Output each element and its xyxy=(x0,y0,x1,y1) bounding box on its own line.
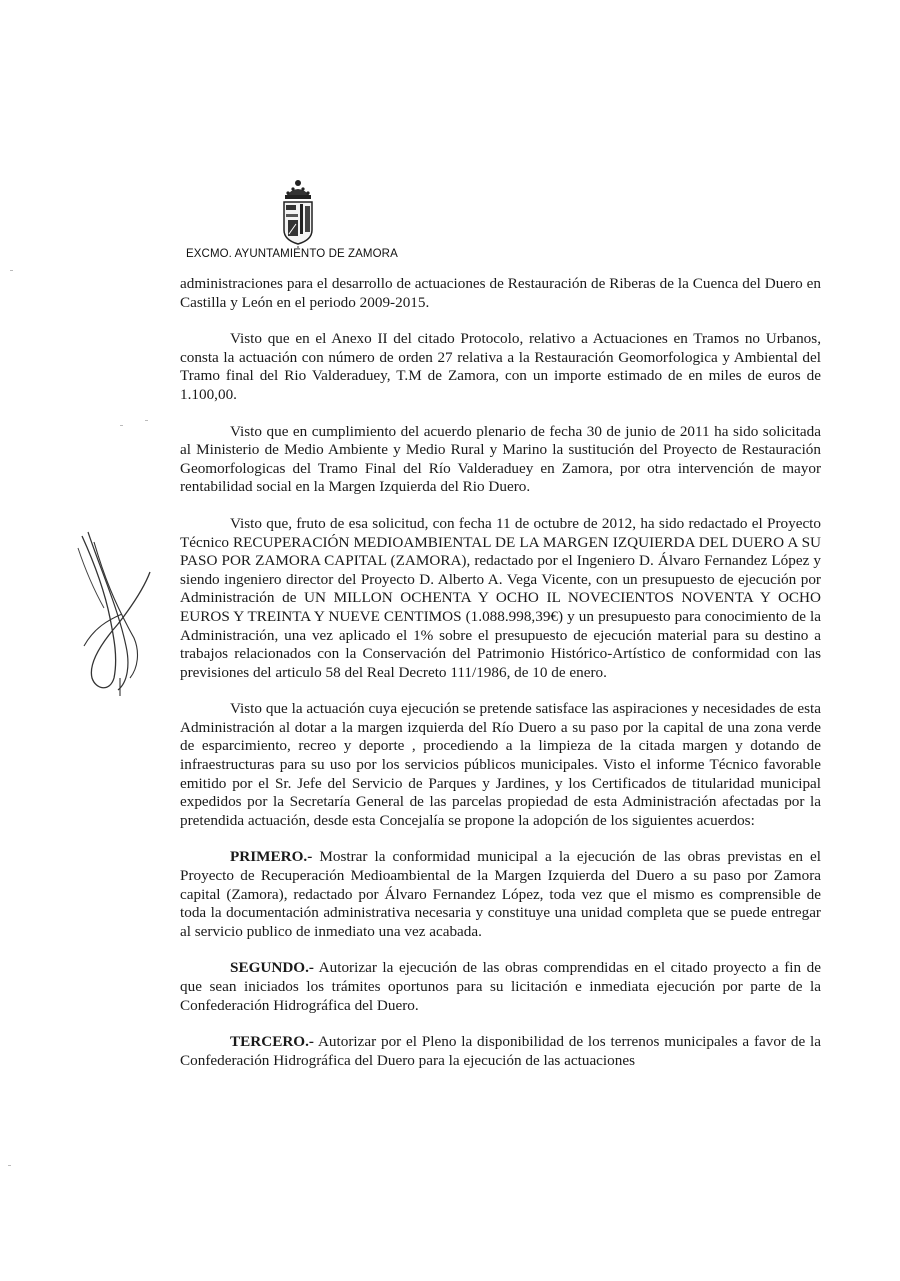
coat-of-arms-icon xyxy=(276,178,320,248)
agreement-segundo xyxy=(180,959,821,1015)
agreement-label: TERCERO.- xyxy=(230,1033,314,1051)
paragraph-annex: Visto que en el Anexo II del citado Protocolo, relativo a Actuaciones en Tramos no Urbanos, consta la actuación con número de orden 27 relativa a la Restauración Geomorfologica y Ambiental del Tramo final del Rio Valderaduey, T.M de Zamora, con un importe estimado de en miles de euros de 1.100,00. xyxy=(180,330,821,403)
paragraph-plenary: Visto que en cumplimiento del acuerdo plenario de fecha 30 de junio de 2011 ha sido solicitada al Ministerio de Medio Ambiente y Medio Rural y Marino la sustitución del Proyecto de Restauración Geomorfologicas del Tramo Final del Río Valderaduey en Zamora, por otra intervención de mayor rentabilidad social en la Margen Izquierda del Rio Duero. xyxy=(180,422,821,496)
agreement-text: Autorizar por el Pleno la disponibilidad de los terrenos municipales a favor de la Confederación Hidrográfica del Duero para la ejecución de las actuaciones xyxy=(180,1033,821,1069)
paragraph-justification: Visto que la actuación cuya ejecución se pretende satisface las aspiraciones y necesidades de esta Administración al dotar a la margen izquierda del Río Duero a su paso por la capital de una zona verde de esparcimiento, recreo y deporte , procediendo a la limpieza de la citada margen y dotando de infraestructuras para su uso por los servicios públicos municipales. Visto el informe Técnico favorable emitido por el Sr. Jefe del Servicio de Parques y Jardines, y los Certificados de titularidad municipal expedidos por la Secretaría General de las parcelas propiedad de esta Administración afectadas por la pretendida actuación, desde esta Concejalía se propone la adopción de los siguientes acuerdos: xyxy=(180,700,821,829)
handwritten-signature xyxy=(74,528,154,700)
scan-mark xyxy=(10,270,13,271)
paragraph-project: Visto que, fruto de esa solicitud, con fecha 11 de octubre de 2012, ha sido redactado el Proyecto Técnico RECUPERACIÓN MEDIOAMBIENTAL DE LA MARGEN IZQUIERDA DEL DUERO A SU PASO POR ZAMORA CAPITAL (ZAMORA), redactado por el Ingeniero D. Álvaro Fernandez López y siendo ingeniero director del Proyecto D. Alberto A. Vega Vicente, con un presupuesto de ejecución por Administración de UN MILLON OCHENTA Y OCHO IL NOVECIENTOS NOVENTA Y OCHO EUROS Y TREINTA Y NUEVE CENTIMOS (1.088.998,39€) y un presupuesto para conocimiento de la Administración, una vez aplicado el 1% sobre el presupuesto de ejecución material para su destino a trabajos relacionados con la Conservación del Patrimonio Histórico-Artístico de conformidad con las previsiones del articulo 58 del Real Decreto 111/1986, de 10 de enero. xyxy=(180,514,821,681)
agreement-text: Autorizar la ejecución de las obras comprendidas en el citado proyecto a fin de que sean iniciados los trámites oportunos para su licitación e inmediata ejecución por parte de la Confederación Hidrográfica del Duero. xyxy=(180,959,821,1014)
agreement-text: Mostrar la conformidad municipal a la ejecución de las obras previstas en el Proyecto de Recuperación Medioambiental de la Margen Izquierda del Duero a su paso por Zamora capital (Zamora), redactado por Álvaro Fernandez López, toda vez que el mismo es comprensible de toda la documentación administrativa necesaria y constituye una unidad completa que se puede entregar al servicio publico de inmediato una vez acabada. xyxy=(180,848,821,940)
agreement-label: SEGUNDO.- xyxy=(230,959,314,977)
scan-mark xyxy=(120,425,123,426)
organization-name: EXCMO. AYUNTAMIENTO DE ZAMORA xyxy=(186,248,398,260)
scan-mark xyxy=(8,1165,11,1166)
agreement-label: PRIMERO.- xyxy=(230,848,313,866)
scan-mark xyxy=(145,420,148,421)
document-body xyxy=(180,275,821,1088)
agreement-tercero xyxy=(180,1033,821,1070)
paragraph-continuation: administraciones para el desarrollo de actuaciones de Restauración de Riberas de la Cuenca del Duero en Castilla y León en el periodo 2009-2015. xyxy=(180,275,821,311)
agreement-primero xyxy=(180,848,821,941)
